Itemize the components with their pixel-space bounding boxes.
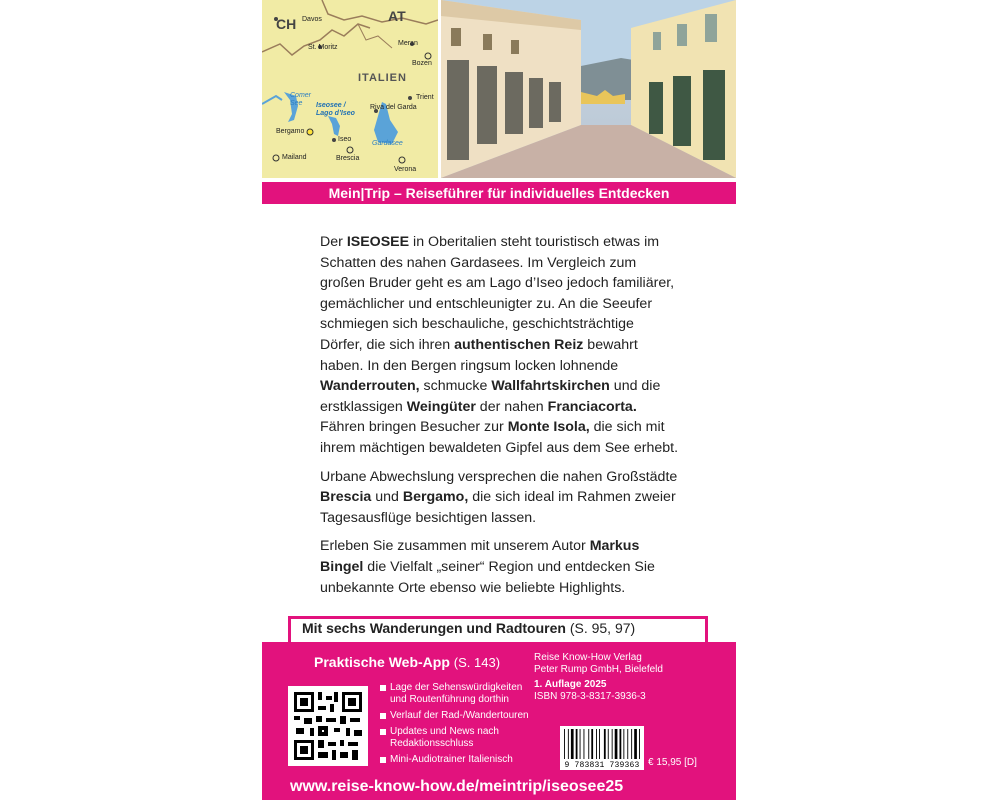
publisher-name: Reise Know-How Verlag (534, 652, 642, 663)
price: € 15,95 [D] (648, 757, 697, 768)
emphasis: authentischen Reiz (454, 336, 584, 353)
emphasis: Weingüter (406, 398, 476, 415)
text-run: in Oberitalien steht touristisch etwas im Schatten des nahen Gardasees. Im Vergleich zum großen Bruder geht es am Lago d’Iseo jedoch familiärer, gemächlicher und entschleunigter zu. An die Seeufer schmiegen sich beschauliche, geschichtsträchtige Dörfer, die sich ihren (320, 234, 675, 353)
website-link[interactable]: www.reise-know-how.de/meintrip/iseosee25 (290, 778, 624, 795)
blurb-paragraph-1 (320, 232, 680, 459)
barcode-bar (631, 729, 632, 759)
region-map (262, 0, 438, 178)
map-highlight-line1: Iseosee / (316, 102, 346, 109)
barcode-bar (608, 729, 609, 759)
text-run: der nahen (475, 398, 548, 415)
emphasis: Wallfahrtskirchen (491, 378, 610, 395)
barcode-bar (564, 729, 565, 759)
blurb-paragraph-3 (320, 536, 680, 598)
barcode-bar (576, 729, 578, 759)
barcode-bar (599, 729, 600, 759)
barcode-bar (620, 729, 622, 759)
map-place: Riva del Garda (370, 104, 417, 111)
barcode-bar (580, 729, 581, 759)
map-place: Brescia (336, 155, 360, 162)
barcode-digits: 9 783831 739363 (560, 761, 644, 770)
tours-pages: (S. 95, 97) (569, 620, 636, 636)
barcode-bar (639, 729, 640, 759)
text-run: und (371, 489, 403, 506)
map-place: Mailand (282, 154, 307, 161)
feature-item: Lage der Sehenswürdigkeiten und Routenführung dorthin (380, 682, 540, 706)
text-run: und die erstklassigen (320, 378, 661, 415)
tours-callout (302, 620, 635, 636)
text-run: Fähren bringen Besucher zur (320, 419, 508, 436)
isbn-barcode (560, 726, 644, 770)
arcade-street-illustration (441, 0, 736, 178)
barcode-bar (623, 729, 624, 759)
blurb-paragraph-2 (320, 467, 680, 529)
emphasis: Markus Bingel (320, 538, 640, 575)
map-country-at: AT (388, 8, 406, 24)
barcode-bar (584, 729, 585, 759)
barcode-bar (571, 729, 574, 759)
qr-code[interactable] (288, 686, 368, 766)
feature-item: Mini-Audiotrainer Italienisch (380, 754, 540, 766)
webapp-features (380, 682, 540, 770)
barcode-bar (634, 729, 637, 759)
series-banner: Mein|Trip – Reiseführer für individuelles Entdecken (262, 182, 736, 204)
street-photo (441, 0, 736, 178)
map-place: Meran (398, 40, 418, 47)
map-place: Iseo (338, 136, 352, 143)
text-run: bewahrt haben. In den Bergen ringsum locken lohnende (320, 336, 638, 374)
edition: 1. Auflage 2025 (534, 679, 607, 690)
map-place: St. Moritz (308, 44, 338, 51)
map-highlight-line2: Lago d’Iseo (316, 110, 355, 117)
webapp-page: (S. 143) (453, 655, 501, 670)
text-run: Der (320, 234, 347, 250)
tours-label: Mit sechs Wanderungen und Radtouren (302, 620, 566, 636)
barcode-bar (588, 729, 589, 759)
text-run: schmucke (419, 378, 492, 395)
emphasis: Bergamo, (402, 489, 469, 506)
emphasis: Wanderrouten, (320, 378, 420, 395)
webapp-heading (314, 654, 500, 670)
feature-item: Updates und News nach Redaktionsschluss (380, 726, 540, 750)
publisher-info (534, 652, 663, 703)
map-lake-label: Gardasee (372, 140, 403, 147)
barcode-bar (612, 729, 613, 759)
emphasis: Brescia (320, 489, 372, 506)
map-place: Verona (394, 166, 417, 173)
text-run: die sich mit ihrem mächtigen bewaldeten Gipfel aus dem See erhebt. (320, 419, 679, 456)
barcode-bar (604, 729, 606, 759)
info-panel (262, 642, 736, 800)
map-place: Davos (302, 16, 322, 23)
book-back-cover (262, 0, 736, 800)
barcode-bar (627, 729, 628, 759)
map-country-ch: CH (276, 16, 297, 32)
qr-code-icon (288, 686, 368, 766)
emphasis: Monte Isola, (507, 419, 590, 436)
blurb (320, 232, 680, 606)
map-place: Trient (416, 94, 434, 101)
isbn: ISBN 978-3-8317-3936-3 (534, 691, 646, 702)
text-run: die Vielfalt „seiner“ Region und entdecken Sie unbekannte Orte ebenso wie beliebte Highlights. (320, 558, 655, 596)
barcode-bar (568, 729, 569, 759)
map-lake-label: Comer See (290, 92, 312, 107)
map-country-label: ITALIEN (358, 72, 407, 84)
webapp-title: Praktische Web-App (314, 654, 450, 670)
text-run: die sich ideal im Rahmen zweier Tagesausflüge besichtigen lassen. (320, 489, 676, 526)
feature-item: Verlauf der Rad-/Wandertouren (380, 710, 540, 722)
emphasis: Franciacorta. (547, 398, 637, 415)
text-run: Erleben Sie zusammen mit unserem Autor (320, 538, 590, 555)
publisher-company: Peter Rump GmbH, Bielefeld (534, 664, 663, 675)
map-place: Bergamo (276, 128, 305, 135)
barcode-bar (596, 729, 597, 759)
emphasis: ISEOSEE (346, 234, 410, 250)
barcode-bar (615, 729, 618, 759)
text-run: Urbane Abwechslung versprechen die nahen Großstädte (320, 468, 678, 485)
barcode-bar (591, 729, 593, 759)
map-place: Bozen (412, 60, 432, 67)
